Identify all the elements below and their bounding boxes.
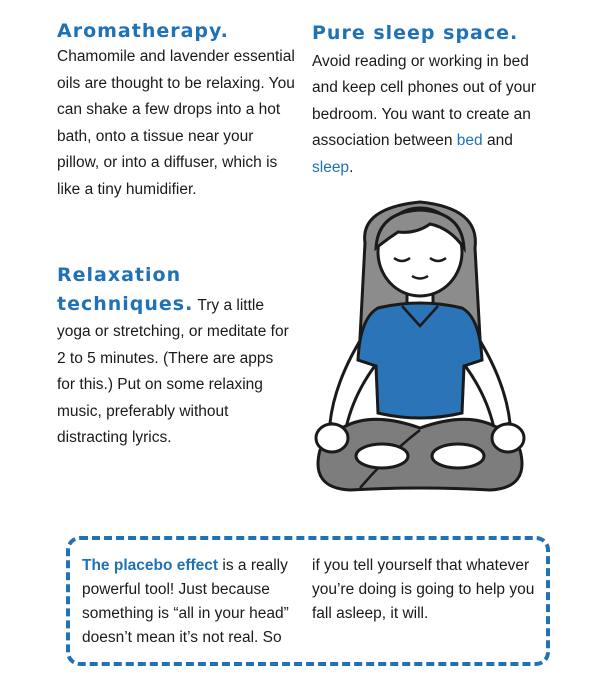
shirt (358, 303, 482, 418)
aromatherapy-text: Chamomile and lavender essential oils are thought to be relaxing. You can shake a few drops into a hot bath, onto a tissue near your pillow, or into a diffuser, which is like a tiny humidifier. (57, 48, 295, 198)
relaxation-section (57, 262, 292, 452)
highlight-sleep: sleep (312, 158, 350, 176)
sleep-space-section (312, 20, 552, 181)
sleep-space-and: and (486, 132, 513, 149)
relaxation-text: Try a little yoga or stretching, or meditate for 2 to 5 minutes. (There are apps for this.) Put on some relaxing music, preferably without distracting lyrics. (57, 296, 289, 446)
callout-column-1 (82, 554, 297, 650)
left-foot (356, 444, 408, 468)
crossed-legs (318, 419, 522, 490)
callout-column-2 (312, 554, 537, 626)
meditating-girl-illustration (290, 188, 550, 518)
aromatherapy-heading: Aromatherapy. (57, 20, 229, 42)
placebo-callout-box (66, 536, 550, 666)
relaxation-heading: Relaxation techniques. (57, 264, 194, 315)
left-hand (316, 424, 348, 452)
right-foot (432, 444, 484, 468)
callout-text-1: is a really powerful tool! Just because something is “all in your head” doesn’t mean it’s not real. So (82, 557, 289, 646)
sleep-space-heading: Pure sleep space. (312, 22, 519, 44)
right-hand (492, 424, 524, 452)
highlight-bed: bed (456, 132, 483, 149)
sleep-space-end: . (349, 158, 354, 176)
callout-text-2: if you tell yourself that whatever you’re doing is going to help you fall asleep, it will. (312, 557, 535, 622)
aromatherapy-section (57, 20, 297, 203)
callout-lead: The placebo effect (82, 557, 219, 574)
sleep-space-text: Avoid reading or working in bed and keep cell phones out of your bedroom. You want to create an association between (312, 52, 537, 149)
